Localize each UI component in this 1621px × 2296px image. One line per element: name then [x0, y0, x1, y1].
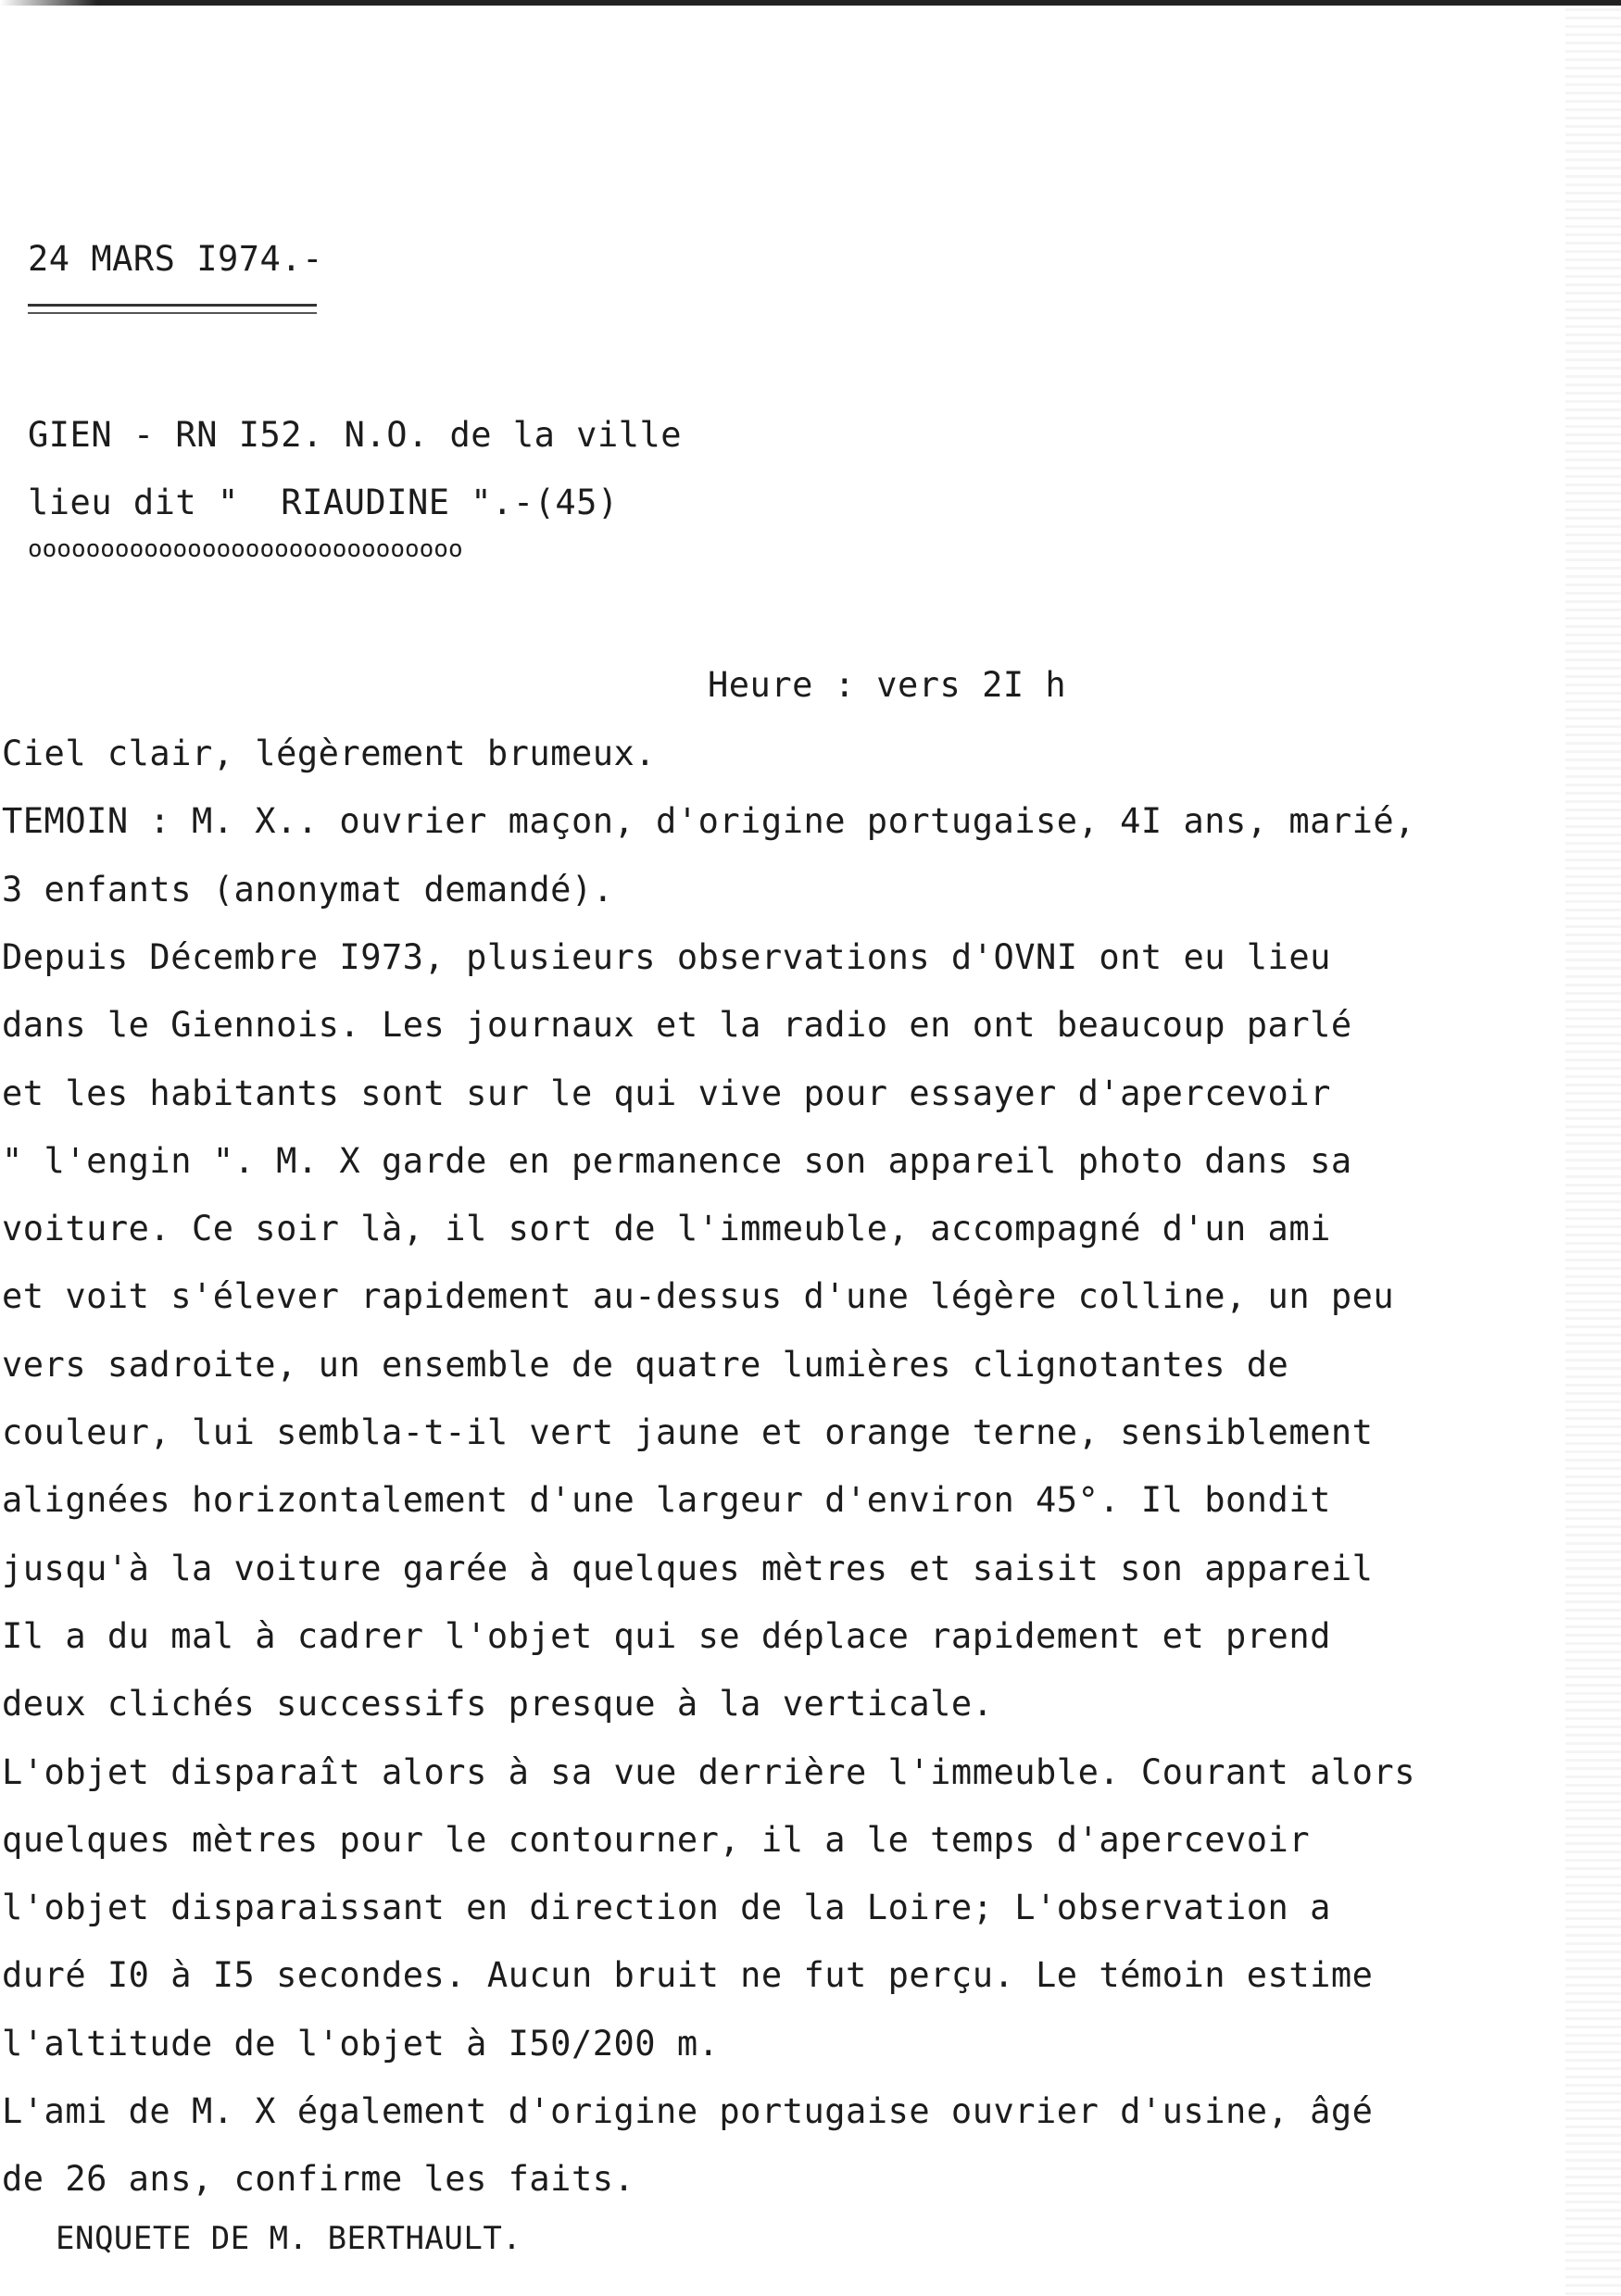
body-line: jusqu'à la voiture garée à quelques mètres et saisit son appareil [2, 1549, 1374, 1588]
observation-hour: Heure : vers 2I h [708, 665, 1067, 705]
body-line: couleur, lui sembla-t-il vert jaune et orange terne, sensiblement [2, 1412, 1374, 1452]
body-line: et voit s'élever rapidement au-dessus d'une légère colline, un peu [2, 1276, 1395, 1316]
body-line: dans le Giennois. Les journaux et la radio en ont beaucoup parlé [2, 1005, 1352, 1045]
location-line-1: GIEN - RN I52. N.O. de la ville [28, 415, 683, 455]
body-line: L'ami de M. X également d'origine portugaise ouvrier d'usine, âgé [2, 2091, 1374, 2131]
location-line-2: lieu dit " RIAUDINE ".-(45) [28, 483, 619, 522]
body-line: de 26 ans, confirme les faits. [2, 2159, 635, 2199]
body-line: Il a du mal à cadrer l'objet qui se déplace rapidement et prend [2, 1616, 1331, 1656]
body-line: " l'engin ". M. X garde en permanence son appareil photo dans sa [2, 1141, 1352, 1181]
body-line: et les habitants sont sur le qui vive pour essayer d'apercevoir [2, 1073, 1331, 1113]
body-line: alignées horizontalement d'une largeur d'environ 45°. Il bondit [2, 1480, 1331, 1520]
body-line: l'altitude de l'objet à I50/200 m. [2, 2024, 720, 2064]
date-underline [28, 304, 317, 314]
body-line: duré I0 à I5 secondes. Aucun bruit ne fut perçu. Le témoin estime [2, 1955, 1374, 1995]
top-edge-shadow [0, 0, 1621, 6]
body-line: Depuis Décembre I973, plusieurs observations d'OVNI ont eu lieu [2, 937, 1331, 977]
report-date: 24 MARS I974.- [28, 239, 323, 279]
body-line: Ciel clair, légèrement brumeux. [2, 734, 657, 773]
body-line: 3 enfants (anonymat demandé). [2, 870, 614, 910]
body-line: l'objet disparaissant en direction de la Loire; L'observation a [2, 1888, 1331, 1927]
investigator-signature: ENQUETE DE M. BERTHAULT. [56, 2220, 522, 2257]
body-line: deux clichés successifs presque à la verticale. [2, 1684, 994, 1724]
body-line: vers sadroite, un ensemble de quatre lumières clignotantes de [2, 1345, 1289, 1385]
body-line: quelques mètres pour le contourner, il a le temps d'apercevoir [2, 1820, 1311, 1860]
right-edge-noise [1565, 0, 1621, 2296]
body-line: L'objet disparaît alors à sa vue derrière l'immeuble. Courant alors [2, 1752, 1415, 1792]
body-line: TEMOIN : M. X.. ouvrier maçon, d'origine portugaise, 4I ans, marié, [2, 801, 1415, 841]
circle-separator: oooooooooooooooooooooooooooooo [28, 535, 463, 563]
body-line: voiture. Ce soir là, il sort de l'immeuble, accompagné d'un ami [2, 1209, 1331, 1248]
